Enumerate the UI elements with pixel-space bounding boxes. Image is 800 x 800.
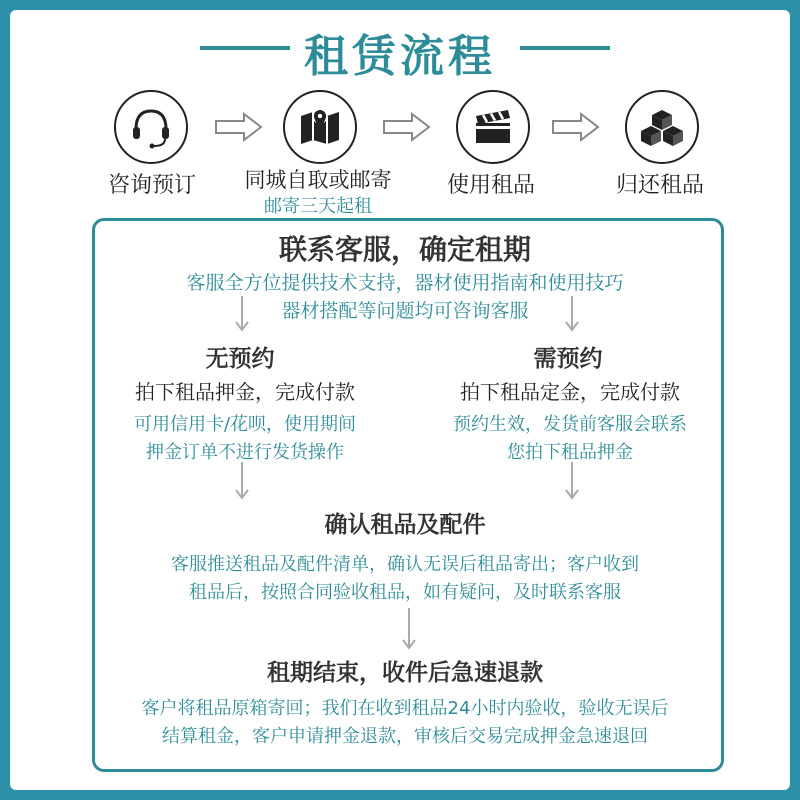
contact-line-2: 器材搭配等问题均可咨询客服 bbox=[281, 300, 529, 322]
confirm-items-line-1: 客服推送租品及配件清单，确认无误后租品寄出；客户收到 bbox=[171, 554, 639, 575]
reservation-line-1: 预约生效，发货前客服会联系 bbox=[453, 414, 687, 435]
down-arrow-icon bbox=[564, 462, 580, 500]
confirm-items-line-2: 租品后，按照合同验收租品，如有疑问，及时联系客服 bbox=[189, 582, 621, 603]
reservation-main: 拍下租品定金，完成付款 bbox=[460, 380, 680, 404]
page-title: 租赁流程 bbox=[304, 31, 496, 82]
flow-arrow-icon bbox=[214, 112, 264, 142]
no-reservation-heading: 无预约 bbox=[205, 346, 275, 372]
refund-line-1: 客户将租品原箱寄回；我们在收到租品24小时内验收，验收无误后 bbox=[141, 698, 669, 719]
down-arrow-icon bbox=[401, 608, 417, 650]
step-sublabel-mail-rule: 邮寄三天起租 bbox=[264, 196, 372, 217]
no-reservation-line-2: 押金订单不进行发货操作 bbox=[146, 442, 344, 463]
reservation-heading: 需预约 bbox=[533, 346, 603, 372]
boxes-icon bbox=[625, 90, 699, 164]
down-arrow-icon bbox=[234, 462, 250, 500]
no-reservation-line-1: 可用信用卡/花呗，使用期间 bbox=[133, 414, 357, 435]
contact-heading: 联系客服，确定租期 bbox=[278, 233, 531, 266]
reservation-line-2: 您拍下租品押金 bbox=[507, 442, 633, 463]
step-label-use: 使用租品 bbox=[446, 173, 535, 198]
flow-arrow-icon bbox=[551, 112, 601, 142]
map-icon bbox=[283, 90, 357, 164]
confirm-items-heading: 确认租品及配件 bbox=[324, 512, 486, 538]
refund-heading: 租期结束，收件后急速退款 bbox=[267, 660, 543, 686]
flow-arrow-icon bbox=[382, 112, 432, 142]
step-label-return: 归还租品 bbox=[615, 173, 704, 198]
step-label-consult: 咨询预订 bbox=[107, 173, 196, 198]
down-arrow-icon bbox=[564, 296, 580, 332]
step-label-pickup-or-mail: 同城自取或邮寄 bbox=[244, 168, 392, 192]
no-reservation-main: 拍下租品押金，完成付款 bbox=[135, 380, 355, 404]
headset-icon bbox=[114, 90, 188, 164]
clapperboard-icon bbox=[456, 90, 530, 164]
contact-line-1: 客服全方位提供技术支持，器材使用指南和使用技巧 bbox=[186, 272, 624, 294]
refund-line-2: 结算租金，客户申请押金退款，审核后交易完成押金急速退回 bbox=[162, 726, 648, 747]
down-arrow-icon bbox=[234, 296, 250, 332]
